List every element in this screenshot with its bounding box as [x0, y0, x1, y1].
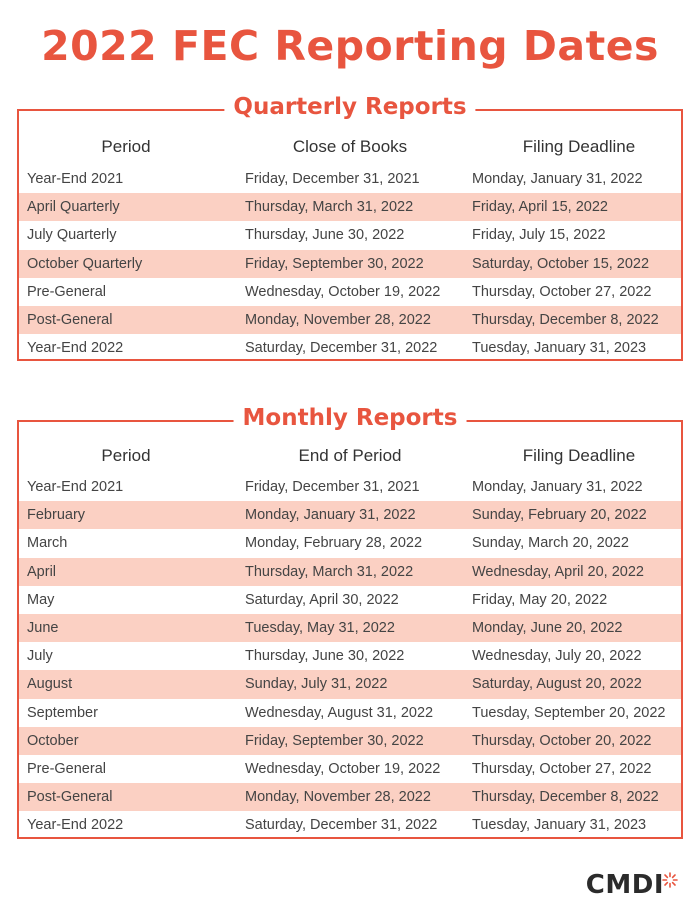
page-title: 2022 FEC Reporting Dates: [41, 22, 659, 70]
table-row: [19, 699, 681, 727]
filing-deadline-cell: Monday, June 20, 2022: [472, 619, 623, 636]
close-of-books-cell: Friday, December 31, 2021: [245, 171, 420, 187]
close-of-books-cell: Thursday, June 30, 2022: [245, 227, 405, 244]
period-cell: Year-End 2022: [27, 817, 124, 834]
filing-deadline-cell: Thursday, December 8, 2022: [472, 789, 659, 806]
close-of-books-cell: Friday, September 30, 2022: [245, 255, 424, 272]
close-of-books-cell: Thursday, March 31, 2022: [245, 199, 414, 216]
end-of-period-cell: Tuesday, May 31, 2022: [245, 619, 395, 636]
starburst-icon: [662, 872, 678, 888]
column-headers: [19, 137, 681, 159]
monthly-reports-table: [17, 405, 683, 839]
period-cell: Pre-General: [27, 760, 106, 777]
table-row: [19, 670, 681, 698]
close-of-books-cell: Monday, November 28, 2022: [245, 311, 431, 328]
cmdi-logo: [586, 870, 678, 900]
close-of-books-cell: Wednesday, October 19, 2022: [245, 283, 441, 300]
filing-deadline-cell: Wednesday, April 20, 2022: [472, 563, 644, 580]
filing-deadline-cell: Thursday, December 8, 2022: [472, 311, 659, 328]
filing-deadline-cell: Tuesday, January 31, 2023: [472, 817, 647, 834]
table-row: [19, 727, 681, 755]
filing-deadline-cell: Friday, July 15, 2022: [472, 227, 606, 244]
column-header-end-of-period: End of Period: [298, 446, 402, 465]
table-row: [19, 614, 681, 642]
end-of-period-cell: Friday, December 31, 2021: [245, 479, 420, 495]
table-row: [19, 193, 681, 221]
end-of-period-cell: Monday, November 28, 2022: [245, 789, 431, 806]
table-rows: [19, 165, 681, 362]
period-cell: March: [27, 535, 68, 552]
table-row: [19, 278, 681, 306]
filing-deadline-cell: Sunday, March 20, 2022: [472, 535, 629, 552]
end-of-period-cell: Monday, February 28, 2022: [245, 535, 423, 552]
column-header-close-of-books: Close of Books: [292, 137, 408, 156]
close-of-books-cell: Saturday, December 31, 2022: [245, 340, 438, 357]
end-of-period-cell: Saturday, April 30, 2022: [245, 591, 399, 608]
filing-deadline-cell: Monday, January 31, 2022: [472, 479, 643, 495]
filing-deadline-cell: Thursday, October 27, 2022: [472, 760, 652, 777]
period-cell: July: [27, 648, 53, 665]
table-row: [19, 783, 681, 811]
filing-deadline-cell: Friday, May 20, 2022: [472, 591, 608, 608]
filing-deadline-cell: Tuesday, September 20, 2022: [472, 704, 666, 721]
end-of-period-cell: Wednesday, October 19, 2022: [245, 760, 441, 777]
period-cell: October Quarterly: [27, 255, 143, 272]
filing-deadline-cell: Tuesday, January 31, 2023: [472, 340, 647, 357]
period-cell: September: [27, 704, 98, 721]
period-cell: October: [27, 732, 79, 749]
table-row: [19, 250, 681, 278]
column-header-period: Period: [101, 137, 151, 156]
end-of-period-cell: Friday, September 30, 2022: [245, 732, 424, 749]
table-rows: [19, 473, 681, 839]
quarterly-reports-table: [17, 94, 683, 361]
table-row: [19, 558, 681, 586]
filing-deadline-cell: Saturday, August 20, 2022: [472, 676, 642, 693]
monthly-reports-heading: Monthly Reports: [234, 405, 467, 431]
table-row: [19, 334, 681, 362]
quarterly-reports-heading: Quarterly Reports: [224, 94, 475, 120]
end-of-period-cell: Saturday, December 31, 2022: [245, 817, 438, 834]
column-header-filing-deadline: Filing Deadline: [522, 137, 636, 156]
end-of-period-cell: Wednesday, August 31, 2022: [245, 704, 434, 721]
end-of-period-cell: Thursday, June 30, 2022: [245, 648, 405, 665]
table-row: [19, 473, 681, 501]
period-cell: June: [27, 619, 59, 636]
filing-deadline-cell: Thursday, October 20, 2022: [472, 732, 652, 749]
table-row: [19, 811, 681, 839]
column-header-period: Period: [101, 446, 151, 465]
filing-deadline-cell: Sunday, February 20, 2022: [472, 507, 647, 524]
period-cell: Year-End 2021: [27, 479, 124, 495]
filing-deadline-cell: Friday, April 15, 2022: [472, 199, 608, 216]
period-cell: Post-General: [27, 789, 113, 806]
logo-text: CMDI: [585, 870, 664, 900]
period-cell: Year-End 2022: [27, 340, 124, 357]
table-row: [19, 306, 681, 334]
filing-deadline-cell: Thursday, October 27, 2022: [472, 283, 652, 300]
period-cell: February: [27, 507, 86, 524]
period-cell: Pre-General: [27, 283, 106, 300]
table-row: [19, 221, 681, 249]
period-cell: April: [27, 563, 57, 580]
filing-deadline-cell: Saturday, October 15, 2022: [472, 255, 650, 272]
filing-deadline-cell: Monday, January 31, 2022: [472, 171, 643, 187]
period-cell: May: [27, 591, 55, 608]
table-row: [19, 755, 681, 783]
table-row: [19, 529, 681, 557]
end-of-period-cell: Monday, January 31, 2022: [245, 507, 416, 524]
table-row: [19, 586, 681, 614]
period-cell: July Quarterly: [27, 227, 117, 244]
table-row: [19, 501, 681, 529]
column-header-filing-deadline: Filing Deadline: [522, 446, 636, 465]
table-row: [19, 642, 681, 670]
end-of-period-cell: Thursday, March 31, 2022: [245, 563, 414, 580]
period-cell: Post-General: [27, 311, 113, 328]
period-cell: August: [27, 676, 73, 693]
column-headers: [19, 446, 681, 468]
period-cell: April Quarterly: [27, 199, 120, 216]
table-row: [19, 165, 681, 193]
filing-deadline-cell: Wednesday, July 20, 2022: [472, 648, 642, 665]
period-cell: Year-End 2021: [27, 171, 124, 187]
end-of-period-cell: Sunday, July 31, 2022: [245, 676, 388, 693]
